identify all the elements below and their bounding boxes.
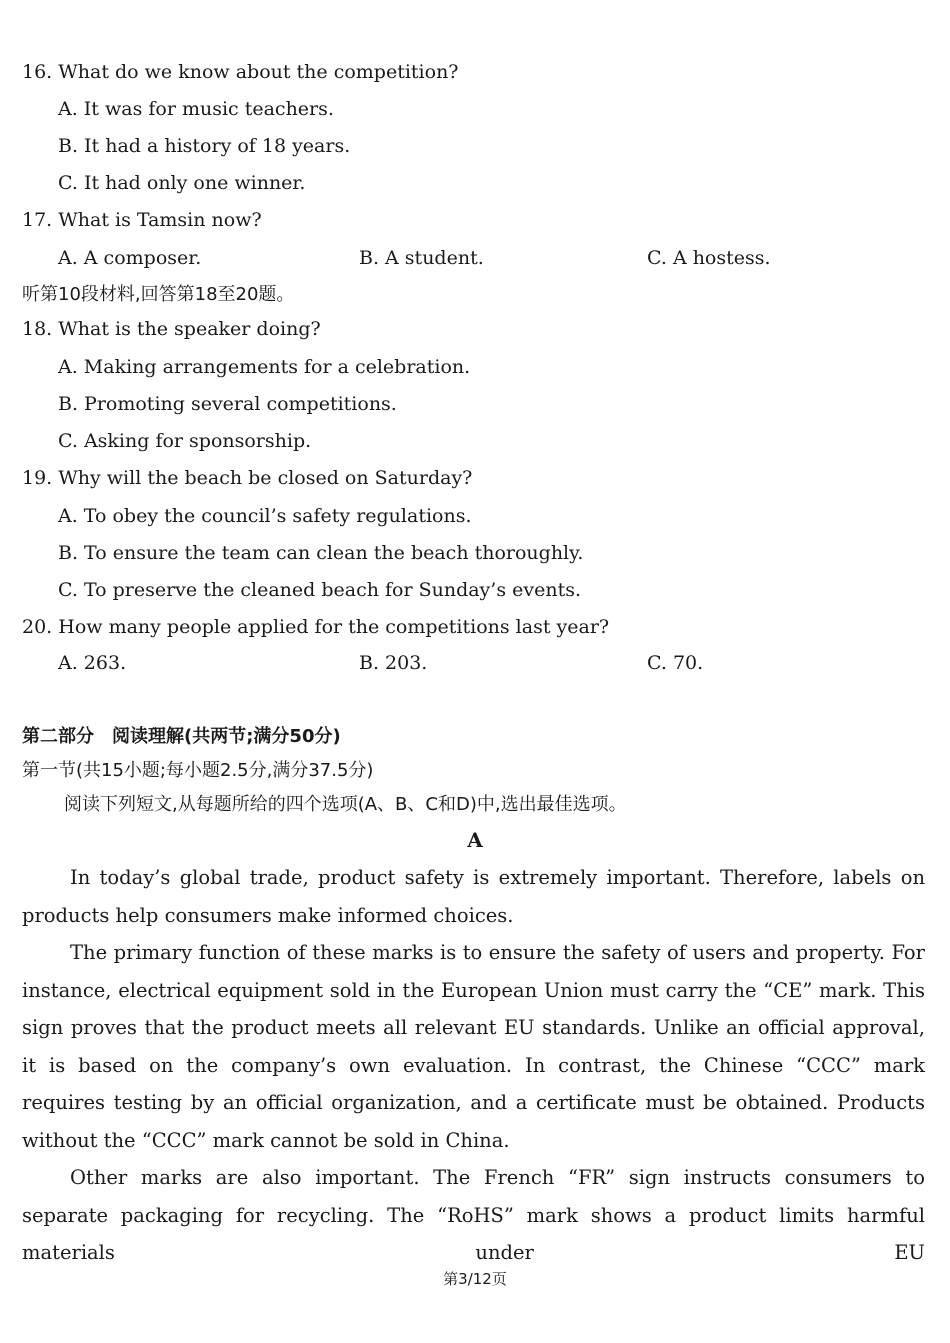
question-20-option-b: B. 203. [359,652,428,674]
question-18-option-b: B. Promoting several competitions. [58,393,397,415]
passage-paragraph-3: Other marks are also important. The French “FR” sign instructs consumers to separate packaging for recycling. The “RoHS” mark shows a product limits harmful materials under EU [22,1166,925,1264]
question-20-option-a: A. 263. [58,652,127,674]
question-18-option-c: C. Asking for sponsorship. [58,430,312,452]
question-17-option-b: B. A student. [359,247,484,269]
question-16-option-c: C. It had only one winner. [58,172,306,194]
section-10-instruction: 听第10段材料,回答第18至20题。 [22,284,295,305]
passage-paragraph-2: The primary function of these marks is to ensure the safety of users and property. For instance, electrical equipment sold in the European Union must carry the “CE” mark. This sign proves that the product meets all relevant EU standards. Unlike an official approval, it is based on the company’s own evaluation. In contrast, the Chinese “CCC” mark requires testing by an official organization, and a certificate must be obtained. Products without the “CCC” mark cannot be sold in China. [22,941,925,1152]
question-20-stem: 20. How many people applied for the competitions last year? [22,616,610,638]
question-17-option-a: A. A composer. [58,247,202,269]
part-two-title: 第二部分 阅读理解(共两节;满分50分) [22,726,341,747]
passage-label: A [467,828,483,852]
page-number: 第3/12页 [443,1270,507,1288]
section-one-title: 第一节(共15小题;每小题2.5分,满分37.5分) [22,760,374,781]
reading-instruction: 阅读下列短文,从每题所给的四个选项(A、B、C和D)中,选出最佳选项。 [64,794,627,815]
question-19-stem: 19. Why will the beach be closed on Saturday? [22,467,473,489]
question-16-option-b: B. It had a history of 18 years. [58,135,351,157]
question-16-option-a: A. It was for music teachers. [58,98,334,120]
question-17-option-c: C. A hostess. [647,247,771,269]
question-18-stem: 18. What is the speaker doing? [22,318,321,340]
question-17-stem: 17. What is Tamsin now? [22,209,262,231]
question-19-option-a: A. To obey the council’s safety regulations. [58,505,472,527]
question-19-option-b: B. To ensure the team can clean the beach thoroughly. [58,542,584,564]
question-18-option-a: A. Making arrangements for a celebration. [58,356,471,378]
passage-paragraph-1: In today’s global trade, product safety is extremely important. Therefore, labels on products help consumers make informed choices. [22,866,925,927]
question-20-option-c: C. 70. [647,652,704,674]
question-16-stem: 16. What do we know about the competition? [22,61,459,83]
question-19-option-c: C. To preserve the cleaned beach for Sunday’s events. [58,579,582,601]
